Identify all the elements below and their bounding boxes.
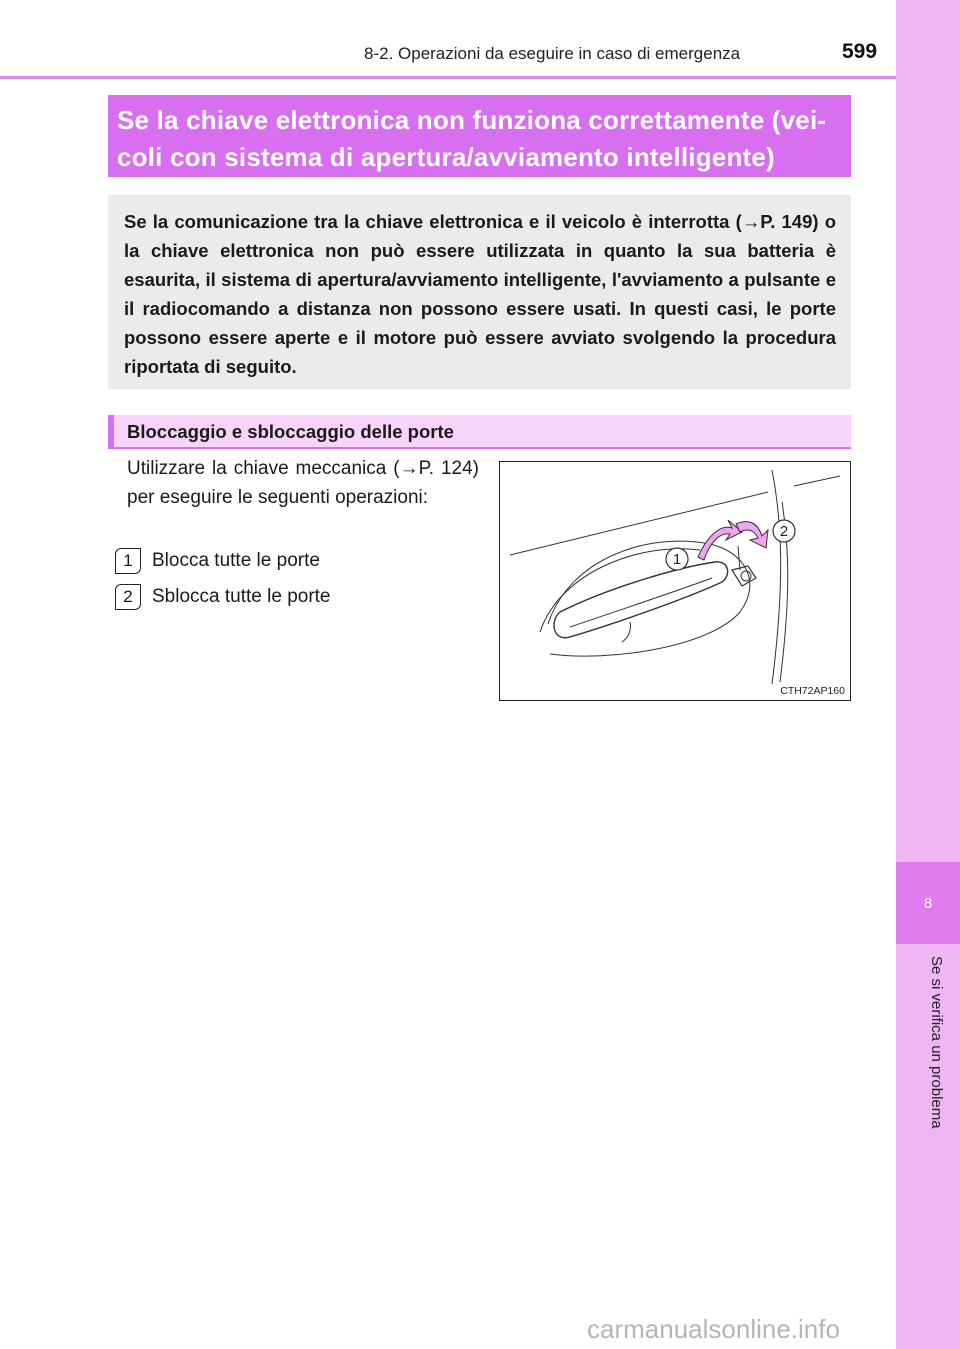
page-title-box [108, 95, 851, 177]
step-label: Sblocca tutte le porte [152, 586, 331, 607]
intro-text: Se la comunicazione tra la chiave elettronica e il veicolo è interrotta (→P. 149) o la chiave elettronica non può essere utilizzata in quanto la sua batteria è esaurita, il sistema di apertura/avviamento intelligente, l'avviamento a pulsante e il radiocomando a distanza non possono essere usati. In questi casi, le porte possono essere aperte e il motore può essere avviato svolgendo la procedura riportata di seguito. [124, 211, 836, 377]
figure-code: CTH72AP160 [780, 685, 845, 697]
key-slot [741, 571, 751, 581]
page-title [117, 102, 839, 176]
chapter-title: Se si verifica un problema [928, 956, 945, 1129]
step-label: Blocca tutte le porte [152, 550, 320, 571]
door-seam [772, 470, 781, 684]
step-number-badge: 2 [115, 584, 141, 610]
lock-cylinder [732, 566, 756, 586]
handle-recess [548, 541, 750, 656]
page-number: 599 [842, 40, 878, 63]
page-title-line-1: Se la chiave elettronica non funziona correttamente (vei- [117, 105, 827, 135]
chapter-number: 8 [923, 894, 933, 912]
step-number-badge: 1 [115, 548, 141, 574]
section-heading-bar [108, 415, 851, 449]
header-rule [0, 76, 896, 79]
chapter-tab[interactable] [896, 862, 960, 944]
lock-arrow-icon [698, 520, 742, 560]
door-handle [570, 578, 712, 627]
section-heading: Bloccaggio e sbloccaggio delle porte [127, 421, 454, 442]
door-handle-illustration [500, 462, 850, 700]
step-item-1 [115, 548, 320, 574]
step-item-2 [115, 584, 331, 610]
callout-2-label: 2 [779, 523, 789, 540]
intro-box [108, 195, 851, 389]
door-handle [554, 562, 728, 638]
door-handle [622, 622, 631, 642]
page-title-line-2: coli con sistema di apertura/avviamento intelligente) [117, 142, 775, 172]
section-reference: 8-2. Operazioni da eseguire in caso di emergenza [364, 44, 741, 63]
door-edge-line [794, 476, 840, 486]
door-handle-figure [499, 461, 851, 701]
section-body: Utilizzare la chiave meccanica (→P. 124) per eseguire le seguenti operazioni: [127, 458, 479, 508]
watermark: carmanualsonline.info [587, 1314, 840, 1344]
callout-1-label: 1 [672, 551, 682, 568]
unlock-arrow-icon [736, 522, 768, 548]
chapter-sidebar [896, 0, 960, 1349]
